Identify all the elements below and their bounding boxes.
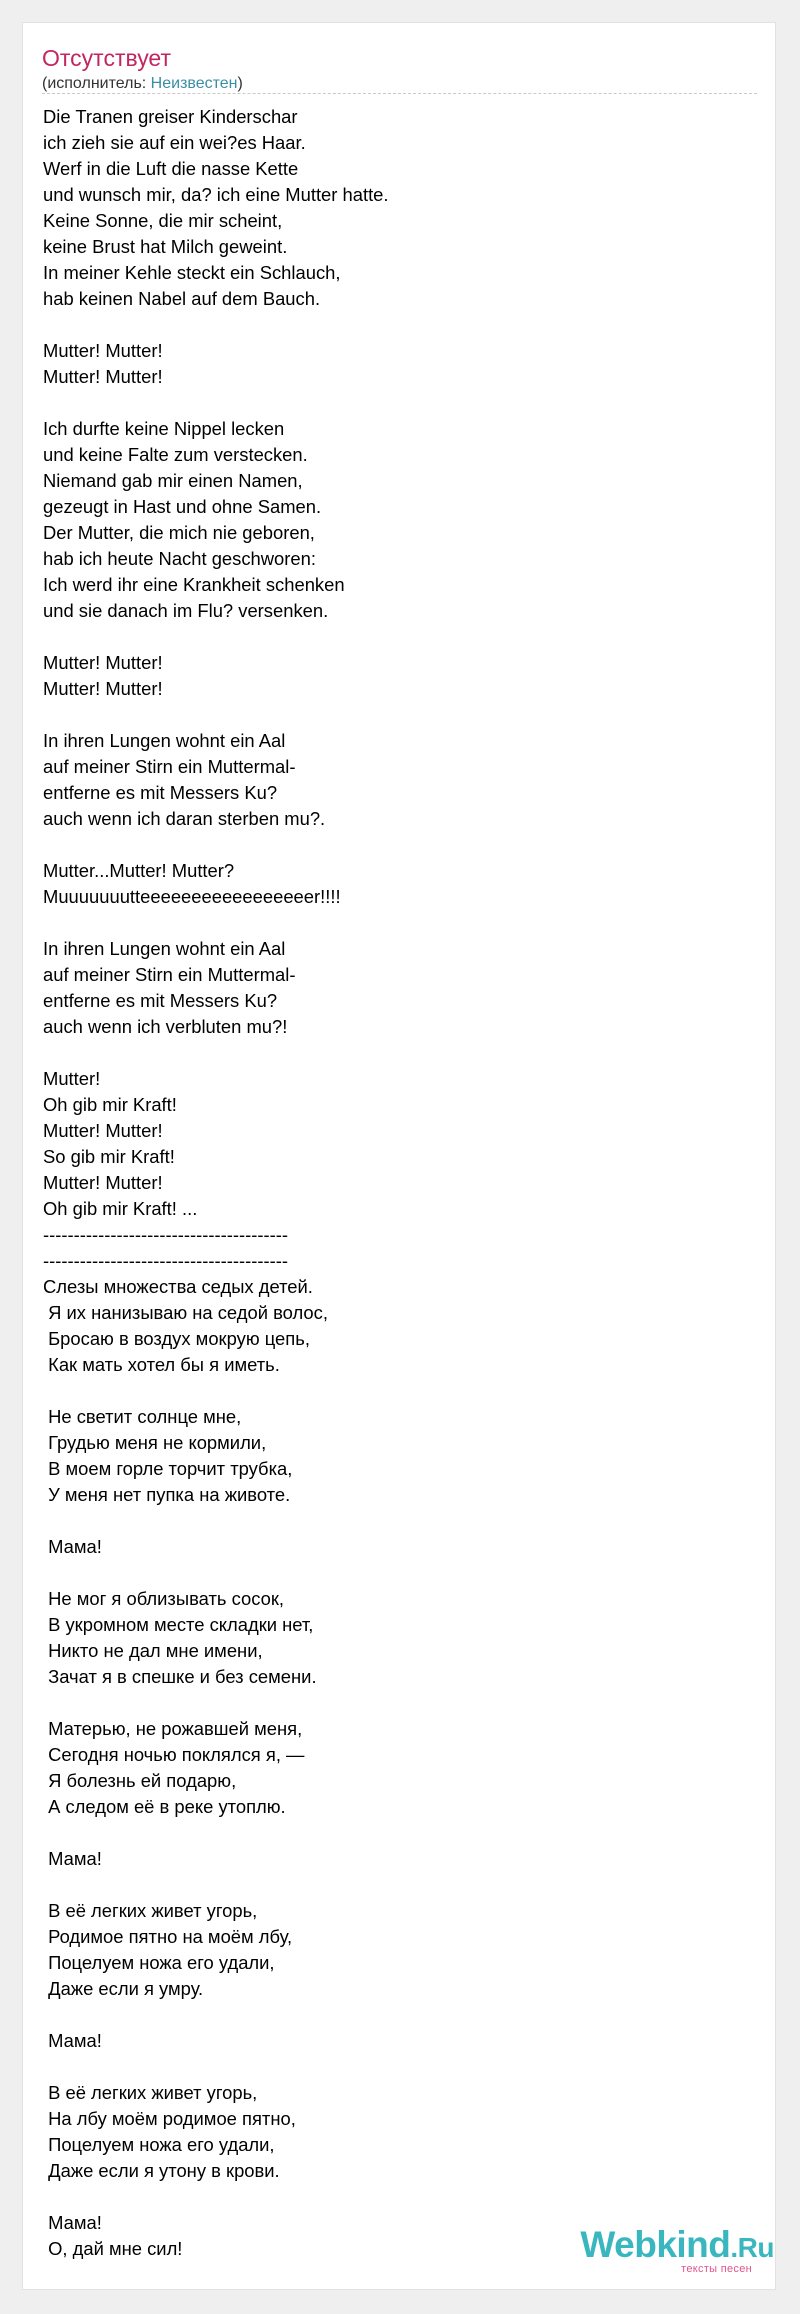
lyrics-card bbox=[22, 22, 776, 2290]
brand-name: Webkind.Ru bbox=[580, 2224, 774, 2265]
song-artist-line bbox=[42, 74, 243, 94]
lyrics-text: Die Tranen greiser Kinderschar ich zieh sie auf ein wei?es Haar. Werf in die Luft die nasse Kette und wunsch mir, da? ich eine Mutter hatte. Keine Sonne, die mir scheint, keine Brust hat Milch geweint. In meiner Kehle steckt ein Schlauch, hab keinen Nabel auf dem Bauch. Mutter! Mutter! Mutter! Mutter! Ich durfte keine Nippel lecken und keine Falte zum verstecken. Niemand gab mir einen Namen, gezeugt in Hast und ohne Samen. Der Mutter, die mich nie geboren, hab ich heute Nacht geschworen: Ich werd ihr eine Krankheit schenken und sie danach im Flu? versenken. Mutter! Mutter! Mutter! Mutter! In ihren Lungen wohnt ein Aal auf meiner Stirn ein Muttermal- entferne es mit Messers Ku? auch wenn ich daran sterben mu?. Mutter...Mutter! Mutter? Muuuuuuutteeeeeeeeeeeeeeeeer!!!! In ihren Lungen wohnt ein Aal auf meiner Stirn ein Muttermal- entferne es mit Messers Ku? auch wenn ich verbluten mu?! Mutter! Oh gib mir Kraft! Mutter! Mutter! So gib mir Kraft! Mutter! Mutter! Oh gib mir Kraft! ... ---------------------------------------- ---------------------------------------- Слезы множества седых детей. Я их нанизываю на седой волос, Бросаю в воздух мокрую цепь, Как мать хотел бы я иметь. Не светит солнце мне, Грудью меня не кормили, В моем горле торчит трубка, У меня нет пупка на животе. Мама! Не мог я облизывать сосок, В укромном месте складки нет, Никто не дал мне имени, Зачат я в спешке и без семени. Матерью, не рожавшей меня, Сегодня ночью поклялся я, — Я болезнь ей подарю, А следом её в реке утоплю. Мама! В её легких живет угорь, Родимое пятно на моём лбу, Поцелуем ножа его удали, Даже если я умру. Мама! В её легких живет угорь, На лбу моём родимое пятно, Поцелуем ножа его удали, Даже если я утону в крови. Мама! О, дай мне сил! bbox=[43, 106, 389, 2259]
brand-tagline: тексты песен bbox=[681, 2263, 752, 2275]
artist-prefix: (исполнитель: bbox=[42, 75, 151, 92]
header-divider bbox=[42, 93, 757, 94]
song-title: Отсутствует bbox=[42, 45, 171, 71]
site-watermark-logo bbox=[580, 2224, 774, 2275]
artist-link[interactable]: Неизвестен bbox=[150, 75, 238, 92]
artist-suffix: ) bbox=[237, 75, 243, 92]
